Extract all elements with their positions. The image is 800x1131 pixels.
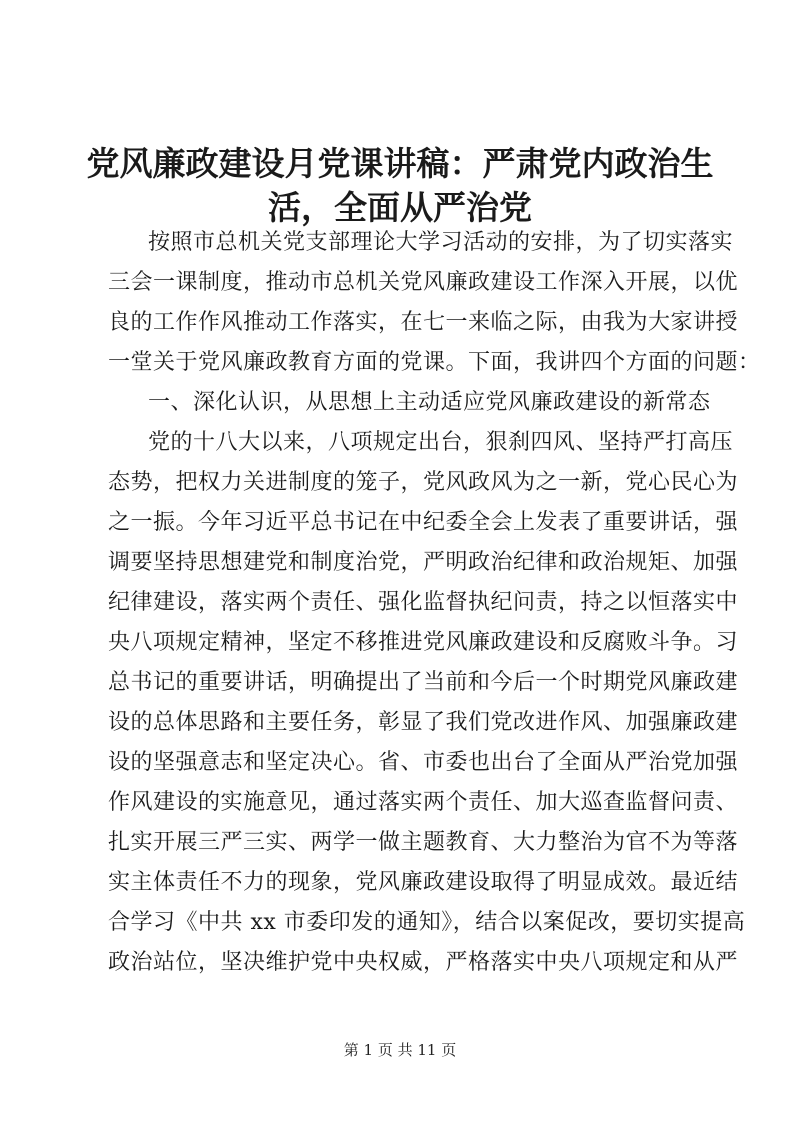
paragraph-line: 设的坚强意志和坚定决心。省、市委也出台了全面从严治党加强 (108, 750, 739, 775)
paragraph-line: 扎实开展三严三实、两学一做主题教育、大力整治为官不为等落 (108, 830, 739, 855)
paragraph-line: 作风建设的实施意见，通过落实两个责任、加大巡查监督问责、 (108, 790, 739, 815)
paragraph-line: 纪律建设，落实两个责任、强化监督执纪问责，持之以恒落实中 (108, 590, 739, 615)
paragraph-line: 党的十八大以来，八项规定出台，狠刹四风、坚持严打高压 (148, 430, 734, 455)
paragraph-line: 设的总体思路和主要任务，彰显了我们党改进作风、加强廉政建 (108, 710, 739, 735)
paragraph-line: 调要坚持思想建党和制度治党，严明政治纪律和政治规矩、加强 (108, 550, 739, 575)
paragraph-line: 三会一课制度，推动市总机关党风廉政建设工作深入开展，以优 (108, 270, 739, 295)
paragraph-line: 央八项规定精神，坚定不移推进党风廉政建设和反腐败斗争。习 (108, 630, 739, 655)
paragraph-line: 按照市总机关党支部理论大学习活动的安排，为了切实落实 (148, 230, 734, 255)
paragraph-line: 政治站位，坚决维护党中央权威，严格落实中央八项规定和从严 (108, 950, 739, 975)
paragraph-line: 总书记的重要讲话，明确提出了当前和今后一个时期党风廉政建 (108, 670, 739, 695)
paragraph-line: 态势，把权力关进制度的笼子，党风政风为之一新，党心民心为 (108, 470, 739, 495)
paragraph-line: 之一振。今年习近平总书记在中纪委全会上发表了重要讲话，强 (108, 510, 739, 535)
paragraph-line: 实主体责任不力的现象，党风廉政建设取得了明显成效。最近结 (108, 870, 739, 895)
paragraph-line: 合学习《中共 xx 市委印发的通知》，结合以案促改，要切实提高 (108, 910, 746, 935)
section-heading: 一、深化认识，从思想上主动适应党风廉政建设的新常态 (148, 390, 711, 415)
paragraph-line: 一堂关于党风廉政教育方面的党课。下面，我讲四个方面的问题： (108, 350, 761, 375)
document-title-line-2: 活，全面从严治党 (268, 188, 532, 227)
document-title-line-1: 党风廉政建设月党课讲稿：严肃党内政治生 (86, 144, 714, 183)
page-footer: 第 1 页 共 11 页 (343, 1041, 457, 1059)
paragraph-line: 良的工作作风推动工作落实，在七一来临之际，由我为大家讲授 (108, 310, 739, 335)
